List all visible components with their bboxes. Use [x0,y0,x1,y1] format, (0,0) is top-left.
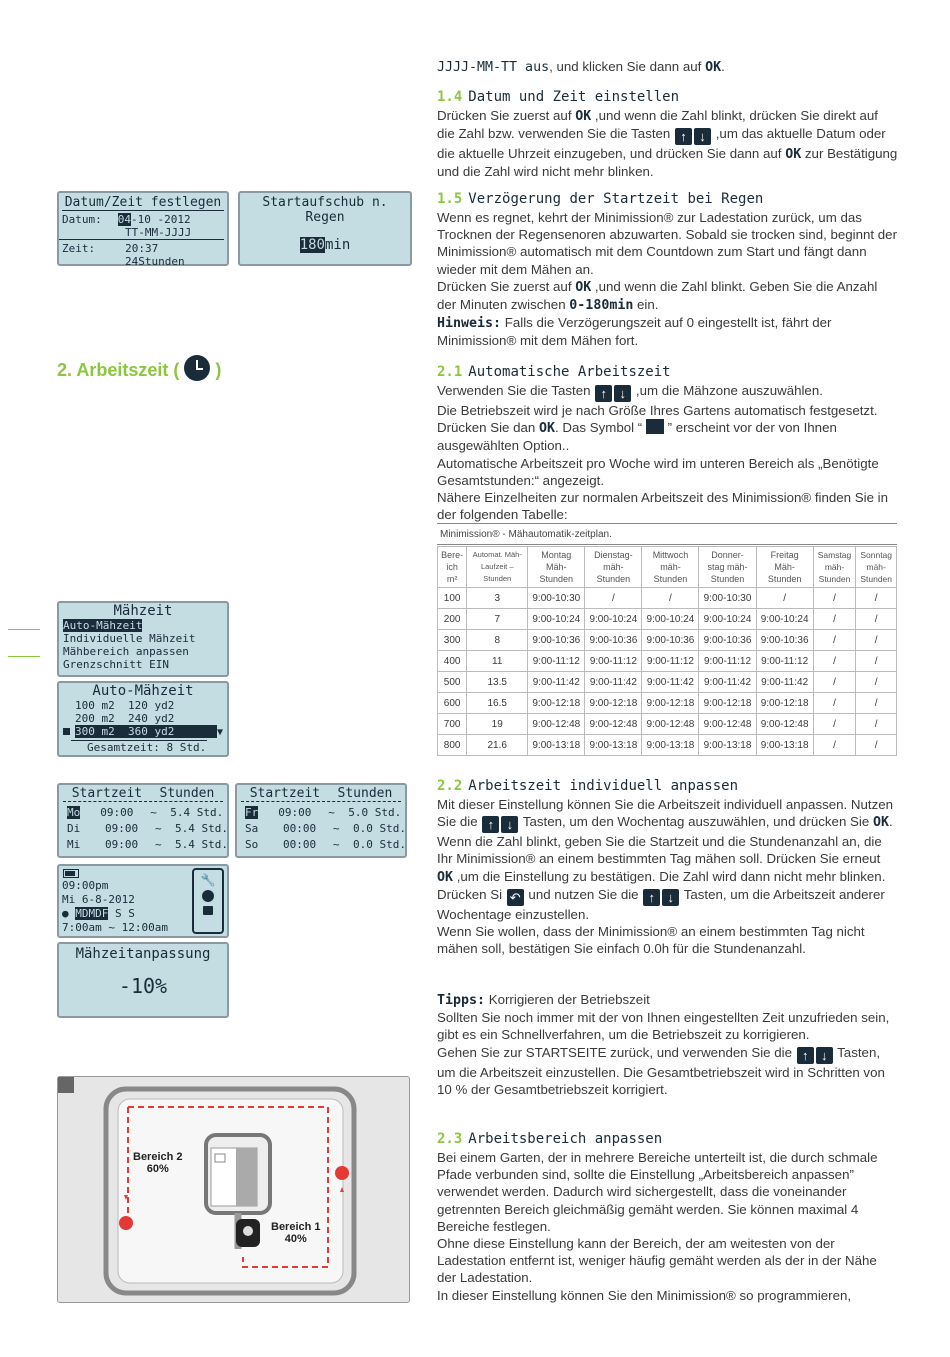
garden-diagram [58,1077,409,1302]
table-header-cell: Sonntag mäh- Stunden [856,547,897,588]
arrow-down-icon: ↓ [694,128,711,145]
table-cell: / [856,735,897,756]
day-label: Di [67,822,81,835]
table-cell: 9:00-10:36 [756,630,813,651]
home-date: Mi 6-8-2012 [62,893,135,906]
table-row [438,693,897,714]
heading-2-1: 2.1 Automatische Arbeitszeit [437,364,671,380]
table-cell: 11 [467,651,528,672]
area-option-selected: 300 m2 360 yd2 [75,725,217,738]
zeit-value: 20:37 [125,242,159,255]
table-cell: 9:00-13:18 [756,735,813,756]
table-cell: 300 [438,630,467,651]
tilde: ~ [328,806,335,819]
table-cell: / [856,672,897,693]
table-cell: 9:00-13:18 [585,735,642,756]
datum-day-highlight: 04 [117,213,131,226]
table-cell: 9:00-12:48 [528,714,585,735]
table-row [438,651,897,672]
maehzeitanpassung-screen [57,942,229,1018]
tilde: ~ [155,838,162,851]
start-time: 09:00 [105,822,139,835]
table-cell: 9:00-10:24 [756,609,813,630]
table-cell: / [642,588,699,609]
tilde: ~ [155,822,162,835]
table-cell: 800 [438,735,467,756]
table-header-cell: Samstag mäh- Stunden [813,547,856,588]
zeit-label: Zeit: [62,242,96,255]
schedule-day-row [59,838,227,853]
screen-title: Mähzeitanpassung [75,946,211,962]
schedule-day-row [59,822,227,835]
menu-item-bereich: Mähbereich anpassen [63,645,189,658]
table-cell: 9:00-11:12 [756,651,813,672]
table-cell: 9:00-12:48 [642,714,699,735]
start-time: 00:00 [283,838,317,851]
section-2-3-text: Bei einem Garten, der in mehrere Bereiche unterteilt ist, die durch schmale Pfade verbunden sind, sollte die Einstellung „Arbeitsbereich anpassen” verwendet werden. Dadurch wird sichergestellt, dass die voneinander getrennten Bereich gleichmäßig gemäht werden. Sie können maximal 4 Bereiche festlegen. Ohne diese Einstellung kann der Bereich, der am weitesten von der Ladestation entfernt ist, weniger häufig gemäht werden als der in der Nähe der Ladestation. In dieser Einstellung können Sie den Minimission® so programmieren, [437,1150,878,1303]
zeit-format: 24Stunden [125,255,185,268]
selected-marker [63,728,70,735]
table-cell: 9:00-10:36 [528,630,585,651]
scroll-down-icon: ▼ [217,727,224,738]
table-row [438,735,897,756]
table-cell: 9:00-10:24 [528,609,585,630]
day-label: So [245,838,259,851]
table-cell: 700 [438,714,467,735]
table-cell: / [756,588,813,609]
arrow-up-icon: ↑ [797,1047,814,1064]
table-cell: 9:00-11:12 [699,651,756,672]
screen-title: Mähzeit [113,603,173,619]
area-option: 200 m2 240 yd2 [75,712,175,725]
day-label: Fr [245,806,259,819]
clock-icon [184,355,210,381]
arrow-down-icon: ↓ [614,385,631,402]
table-cell: / [856,714,897,735]
datum-label: Datum: [62,213,102,226]
schedule-day-row [237,838,405,851]
table-cell: / [856,609,897,630]
table-row [438,609,897,630]
table-header-cell: Freitag Mäh- Stunden [756,547,813,588]
table-row [438,714,897,735]
section-1-4-text: Drücken Sie zuerst auf OK ,und wenn die Zahl blinkt, drücken Sie direkt auf die Zahl bzw. verwenden Sie die Tasten ↑ ↓ ,um das aktuelle Datum oder die aktuelle Uhrzeit einzugeben, und drücken Sie dann auf OK zur Bestätigung und die Zahl wird nicht mehr blinken. [437,108,898,180]
intro-line: JJJJ-MM-TT aus, und klicken Sie dann auf OK. [437,59,725,75]
adjust-value: -10% [118,974,168,998]
table-cell: / [813,672,856,693]
screen-title: Datum/Zeit festlegen [62,195,224,211]
table-header-cell: Donner- stag mäh- Stunden [699,547,756,588]
arrow-down-icon: ↓ [662,889,679,906]
table-cell: 9:00-12:48 [699,714,756,735]
tilde: ~ [333,822,340,835]
arrow-up-icon: ↑ [482,816,499,833]
hours: 5.4 Std. [175,822,228,835]
table-cell: 3 [467,588,528,609]
table-cell: 9:00-11:12 [642,651,699,672]
table-cell: 400 [438,651,467,672]
table-row [438,672,897,693]
section-1-5-text: Wenn es regnet, kehrt der Minimission® zur Ladestation zurück, um das Trocknen der Regensenoren abzuwarten. Sobald sie trocken sind, beginnt der Minimission® automatisch mit dem Countdown zum Start und fängt dann wieder mit dem Mähen an. Drücken Sie zuerst auf OK ,und wenn die Zahl blinkt. Geben Sie die Anzahl der Minuten zwischen 0-180min ein. Hinweis: Falls die Verzögerungszeit auf 0 eingestellt ist, fährt der Minimission® mit dem Mähen fort. [437,210,898,349]
arrow-up-icon: ↑ [675,128,692,145]
table-cell: / [813,735,856,756]
datum-format: TT-MM-JJJJ [59,226,224,240]
table-cell: 9:00-10:36 [585,630,642,651]
table-cell: 9:00-10:24 [585,609,642,630]
table-cell: 9:00-12:18 [642,693,699,714]
area-2-label: Bereich 2 60% [133,1151,183,1175]
hours: 0.0 Std. [353,838,406,851]
table-cell: / [856,693,897,714]
table-cell: / [856,630,897,651]
header-startzeit: Startzeit [249,786,321,801]
datum-zeit-screen [57,191,229,266]
schedule-day-row [237,806,405,819]
margin-mark [8,656,40,657]
garden-map [57,1076,410,1303]
table-cell: 9:00-12:18 [756,693,813,714]
table-cell: / [585,588,642,609]
screen-title: Startaufschub n. Regen [262,195,388,225]
table-cell: 100 [438,588,467,609]
table-cell: 9:00-10:36 [699,630,756,651]
table-cell: 9:00-11:12 [585,651,642,672]
home-screen [57,864,229,938]
active-days: MDMDF [75,907,109,920]
table-cell: 9:00-10:30 [699,588,756,609]
screen-title: Auto-Mähzeit [92,683,194,699]
table-cell: 9:00-10:24 [699,609,756,630]
area-option: 100 m2 120 yd2 [75,699,175,712]
table-cell: 9:00-12:18 [699,693,756,714]
tipps-text: Tipps: Korrigieren der Betriebszeit Sollten Sie noch immer mit der von Ihnen eingestellten Zeit unzufrieden sein, gibt es ein Schnellverfahren, um die Betriebszeit zu korrigieren. Gehen Sie zur STARTSEITE zurück, und verwenden Sie die ↑ ↓ Tasten, um die Arbeitszeit einzustellen. Die Gesamtbetriebszeit wird in Schritten von 10 % der Gesamtbetriebszeit korrigiert. [437,992,890,1097]
table-cell: / [813,588,856,609]
auto-maehzeit-screen [57,681,229,757]
day-label: Mo [67,806,81,819]
table-cell: 9:00-12:18 [528,693,585,714]
table-header-cell: Automat. Mäh- Laufzeit – Stunden [467,547,528,588]
table-cell: 500 [438,672,467,693]
back-icon: ↶ [507,889,524,906]
boundary-marker [335,1166,349,1180]
startaufschub-screen [238,191,412,266]
table-cell: 9:00-12:48 [756,714,813,735]
table-cell: / [813,609,856,630]
area-1-label: Bereich 1 40% [271,1221,321,1245]
menu-item-individuell: Individuelle Mähzeit [63,632,196,645]
header-stunden: Stunden [159,786,215,801]
table-cell: 9:00-10:24 [642,609,699,630]
selection-symbol-icon [646,419,664,434]
table-header-cell: Mittwoch mäh- Stunden [642,547,699,588]
lock-icon [203,906,213,915]
hours: 5.4 Std. [175,838,228,851]
table-cell: 9:00-11:42 [585,672,642,693]
startzeit-screen-1 [57,783,229,858]
section-title: 2. Arbeitszeit ( ) [57,355,221,381]
menu-item-auto: Auto-Mähzeit [63,619,143,632]
table-cell: 9:00-13:18 [528,735,585,756]
table-cell: 7 [467,609,528,630]
boundary-marker [119,1216,133,1230]
table-cell: 600 [438,693,467,714]
table-cell: / [813,693,856,714]
heading-2-3: 2.3 Arbeitsbereich anpassen [437,1131,663,1147]
table-cell: 200 [438,609,467,630]
datum-value: -10 -2012 [131,213,191,226]
table-cell: / [813,630,856,651]
table-cell: 9:00-12:48 [585,714,642,735]
battery-icon [63,869,79,878]
schedule-day-row [237,822,405,835]
header-stunden: Stunden [337,786,393,801]
table-cell: 21.6 [467,735,528,756]
table-cell: 9:00-11:12 [528,651,585,672]
table-cell: 13.5 [467,672,528,693]
table-row [438,588,897,609]
schedule-table [437,546,897,756]
table-cell: 9:00-10:30 [528,588,585,609]
clock-icon [202,890,214,902]
hours: 5.0 Std. [348,806,402,819]
hours: 0.0 Std. [353,822,406,835]
heading-1-4: 1.4 Datum und Zeit einstellen [437,89,680,105]
heading-1-5: 1.5 Verzögerung der Startzeit bei Regen [437,191,764,207]
side-icon-panel [192,868,224,934]
table-cell: 9:00-11:42 [528,672,585,693]
header-startzeit: Startzeit [71,786,143,801]
table-cell: 9:00-13:18 [699,735,756,756]
heading-2-2: 2.2 Arbeitszeit individuell anpassen [437,778,739,794]
arrow-down-icon: ↓ [816,1047,833,1064]
start-time: 09:00 [105,838,139,851]
schedule-day-row [59,806,227,819]
maehzeit-menu-screen [57,601,229,677]
section-2-2-text: Mit dieser Einstellung können Sie die Arbeitszeit individuell anpassen. Nutzen Sie die ↑ ↓ Tasten, um den Wochentag auszuwählen, und drücken Sie OK. Wenn die Zahl blinkt, geben Sie die Startzeit und die Stundenanzahl an, die Ihr Minimission® an einem bestimmten Tag mähen soll. Drücken Sie erneut OK ,um die Einstellung zu bestätigen. Die Zahl wird dann nicht mehr blinken. Drücken Si ↶ und nutzen Sie die ↑ ↓ Tasten, um die Arbeitszeit anderer Wochentage einzustellen. Wenn Sie wollen, dass der Minimission® an einem bestimmten Tag nicht mähen soll, bestätigen Sie einfach 0.0h für die Stundenanzahl. [437,797,894,957]
table-cell: / [856,588,897,609]
day-label: Sa [245,822,259,835]
arrow-up-icon: ↑ [643,889,660,906]
table-cell: 19 [467,714,528,735]
table-cell: 9:00-13:18 [642,735,699,756]
section-2-1-text: Verwenden Sie die Tasten ↑ ↓ ,um die Mähzone auszuwählen. Die Betriebszeit wird je nach Größe Ihres Gartens automatisch festgesetzt. Drücken Sie dan OK. Das Symbol “ ” erscheint vor der von Ihnen ausgewählten Option.. Automatische Arbeitszeit pro Woche wird im unteren Bereich als „Benötigte Gesamtstunden:“ angezeigt. Nähere Einzelheiten zur normalen Arbeitszeit des Minimission® finden Sie in der folgenden Tabelle: [437,383,889,523]
margin-mark [8,629,40,630]
arrow-down-icon: ↓ [501,816,518,833]
tilde: ~ [333,838,340,851]
table-cell: 9:00-12:18 [585,693,642,714]
table-cell: 9:00-11:42 [699,672,756,693]
arrow-up-icon: ↑ [595,385,612,402]
clock-icon: ● [62,907,69,920]
wrench-icon: 🔧 [200,873,216,887]
table-row [438,630,897,651]
start-time: 09:00 [100,806,134,819]
start-time: 00:00 [283,822,317,835]
table-header-cell: Montag Mäh- Stunden [528,547,585,588]
table-cell: / [813,651,856,672]
menu-item-grenzschnitt: Grenzschnitt EIN [63,658,169,671]
table-cell: 9:00-10:36 [642,630,699,651]
home-time: 09:00pm [62,879,109,892]
table-cell: / [813,714,856,735]
table-cell: 9:00-11:42 [642,672,699,693]
table-cell: 9:00-11:42 [756,672,813,693]
table-caption: Minimission® - Mähautomatik-zeitplan. [437,523,897,545]
table-cell: 16.5 [467,693,528,714]
startzeit-screen-2 [235,783,407,858]
home-range: 7:00am ~ 12:00am [62,921,168,934]
delay-unit: min [325,237,351,253]
hours: 5.4 Std. [170,806,224,819]
start-time: 09:00 [278,806,312,819]
total-time: Gesamtzeit: 8 Std. [71,740,207,754]
inactive-days: S S [108,907,135,920]
day-label: Mi [67,838,81,851]
delay-value: 180 [299,237,325,253]
table-header-cell: Dienstag- mäh- Stunden [585,547,642,588]
table-cell: 8 [467,630,528,651]
table-cell: / [856,651,897,672]
table-header-cell: Bere- ich m² [438,547,467,588]
tilde: ~ [150,806,157,819]
